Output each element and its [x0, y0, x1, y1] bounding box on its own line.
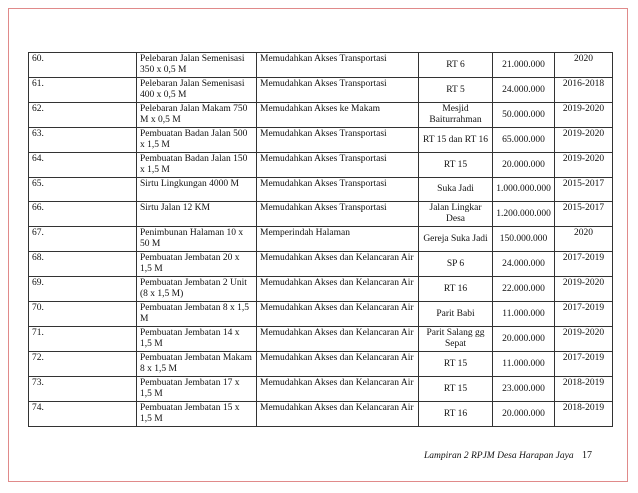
table-row	[29, 302, 613, 327]
cell-year: 2015-2017	[555, 202, 613, 227]
cell-location: SP 6	[419, 252, 493, 277]
cell-benefit: Memudahkan Akses Transportasi	[257, 78, 419, 103]
cell-activity-name: Pelebaran Jalan Semenisasi 400 x 0,5 M	[137, 78, 257, 103]
cell-location: Parit Salang gg Sepat	[419, 327, 493, 352]
cell-cost: 22.000.000	[493, 277, 555, 302]
cell-location: Jalan Lingkar Desa	[419, 202, 493, 227]
cell-location: RT 5	[419, 78, 493, 103]
cell-activity-name: Penimbunan Halaman 10 x 50 M	[137, 227, 257, 252]
cell-year: 2018-2019	[555, 377, 613, 402]
cell-location: Parit Babi	[419, 302, 493, 327]
cell-location: Suka Jadi	[419, 178, 493, 202]
cell-activity-name: Sirtu Lingkungan 4000 M	[137, 178, 257, 202]
cell-row-number: 70.	[29, 302, 137, 327]
cell-activity-name: Pembuatan Badan Jalan 500 x 1,5 M	[137, 128, 257, 153]
cell-cost: 1.000.000.000	[493, 178, 555, 202]
table-row	[29, 103, 613, 128]
cell-row-number: 73.	[29, 377, 137, 402]
cell-benefit: Memudahkan Akses dan Kelancaran Air	[257, 327, 419, 352]
cell-activity-name: Pembuatan Jembatan 8 x 1,5 M	[137, 302, 257, 327]
table-row	[29, 327, 613, 352]
cell-benefit: Memudahkan Akses dan Kelancaran Air	[257, 377, 419, 402]
cell-benefit: Memudahkan Akses Transportasi	[257, 202, 419, 227]
page-footer	[424, 450, 592, 461]
cell-row-number: 69.	[29, 277, 137, 302]
cell-cost: 65.000.000	[493, 128, 555, 153]
table-row	[29, 277, 613, 302]
cell-row-number: 65.	[29, 178, 137, 202]
table-row	[29, 202, 613, 227]
cell-row-number: 63.	[29, 128, 137, 153]
cell-location: RT 15 dan RT 16	[419, 128, 493, 153]
cell-benefit: Memudahkan Akses dan Kelancaran Air	[257, 252, 419, 277]
project-table	[28, 52, 613, 427]
cell-year: 2017-2019	[555, 252, 613, 277]
cell-year: 2020	[555, 53, 613, 78]
cell-benefit: Memperindah Halaman	[257, 227, 419, 252]
cell-cost: 50.000.000	[493, 103, 555, 128]
cell-year: 2019-2020	[555, 327, 613, 352]
cell-activity-name: Pembuatan Jembatan 14 x 1,5 M	[137, 327, 257, 352]
table-row	[29, 153, 613, 178]
cell-row-number: 64.	[29, 153, 137, 178]
cell-activity-name: Pelebaran Jalan Makam 750 M x 0,5 M	[137, 103, 257, 128]
cell-location: Mesjid Baiturrahman	[419, 103, 493, 128]
cell-row-number: 72.	[29, 352, 137, 377]
cell-activity-name: Pembuatan Jembatan Makam 8 x 1,5 M	[137, 352, 257, 377]
cell-benefit: Memudahkan Akses dan Kelancaran Air	[257, 277, 419, 302]
cell-activity-name: Pembuatan Badan Jalan 150 x 1,5 M	[137, 153, 257, 178]
table-row	[29, 252, 613, 277]
cell-location: RT 6	[419, 53, 493, 78]
footer-text: Lampiran 2 RPJM Desa Harapan Jaya	[424, 451, 574, 461]
table-row	[29, 53, 613, 78]
table-body	[29, 53, 613, 427]
table-row	[29, 128, 613, 153]
cell-location: RT 15	[419, 352, 493, 377]
cell-year: 2019-2020	[555, 103, 613, 128]
cell-benefit: Memudahkan Akses dan Kelancaran Air	[257, 352, 419, 377]
cell-cost: 150.000.000	[493, 227, 555, 252]
cell-year: 2015-2017	[555, 178, 613, 202]
cell-cost: 24.000.000	[493, 78, 555, 103]
cell-row-number: 66.	[29, 202, 137, 227]
table-row	[29, 377, 613, 402]
table-row	[29, 78, 613, 103]
cell-location: RT 16	[419, 402, 493, 427]
cell-location: Gereja Suka Jadi	[419, 227, 493, 252]
cell-row-number: 61.	[29, 78, 137, 103]
cell-cost: 11.000.000	[493, 352, 555, 377]
cell-cost: 20.000.000	[493, 153, 555, 178]
cell-year: 2017-2019	[555, 352, 613, 377]
cell-benefit: Memudahkan Akses ke Makam	[257, 103, 419, 128]
cell-location: RT 16	[419, 277, 493, 302]
cell-activity-name: Pembuatan Jembatan 15 x 1,5 M	[137, 402, 257, 427]
cell-year: 2019-2020	[555, 128, 613, 153]
cell-benefit: Memudahkan Akses Transportasi	[257, 153, 419, 178]
table-row	[29, 352, 613, 377]
table-row	[29, 178, 613, 202]
cell-year: 2020	[555, 227, 613, 252]
cell-benefit: Memudahkan Akses dan Kelancaran Air	[257, 402, 419, 427]
table-row	[29, 227, 613, 252]
cell-row-number: 74.	[29, 402, 137, 427]
cell-row-number: 62.	[29, 103, 137, 128]
cell-cost: 20.000.000	[493, 327, 555, 352]
cell-activity-name: Sirtu Jalan 12 KM	[137, 202, 257, 227]
cell-activity-name: Pembuatan Jembatan 20 x 1,5 M	[137, 252, 257, 277]
cell-row-number: 60.	[29, 53, 137, 78]
cell-cost: 24.000.000	[493, 252, 555, 277]
cell-location: RT 15	[419, 377, 493, 402]
cell-cost: 1.200.000.000	[493, 202, 555, 227]
cell-year: 2018-2019	[555, 402, 613, 427]
cell-activity-name: Pembuatan Jembatan 2 Unit (8 x 1,5 M)	[137, 277, 257, 302]
cell-year: 2019-2020	[555, 153, 613, 178]
table-row	[29, 402, 613, 427]
cell-benefit: Memudahkan Akses Transportasi	[257, 53, 419, 78]
cell-benefit: Memudahkan Akses Transportasi	[257, 178, 419, 202]
page-number: 17	[581, 450, 592, 461]
cell-row-number: 67.	[29, 227, 137, 252]
cell-benefit: Memudahkan Akses Transportasi	[257, 128, 419, 153]
cell-cost: 21.000.000	[493, 53, 555, 78]
cell-benefit: Memudahkan Akses dan Kelancaran Air	[257, 302, 419, 327]
cell-year: 2016-2018	[555, 78, 613, 103]
cell-row-number: 68.	[29, 252, 137, 277]
cell-activity-name: Pelebaran Jalan Semenisasi 350 x 0,5 M	[137, 53, 257, 78]
cell-cost: 11.000.000	[493, 302, 555, 327]
cell-location: RT 15	[419, 153, 493, 178]
cell-year: 2017-2019	[555, 302, 613, 327]
cell-row-number: 71.	[29, 327, 137, 352]
cell-cost: 20.000.000	[493, 402, 555, 427]
cell-activity-name: Pembuatan Jembatan 17 x 1,5 M	[137, 377, 257, 402]
cell-year: 2019-2020	[555, 277, 613, 302]
cell-cost: 23.000.000	[493, 377, 555, 402]
